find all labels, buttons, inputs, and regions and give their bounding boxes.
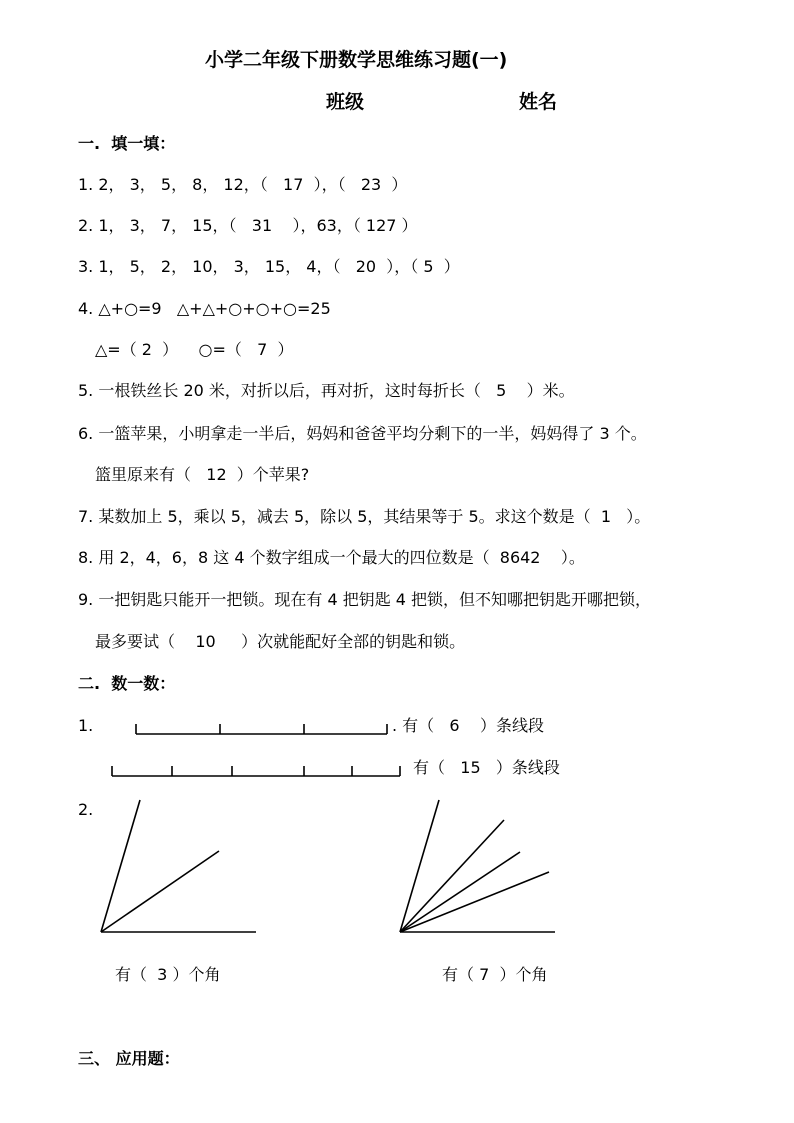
angle-1-answer: 有（ 3 ）个角	[115, 965, 221, 984]
question-8: 8. 用 2，4，6，8 这 4 个数字组成一个最大的四位数是（ 8642 ）。	[78, 548, 585, 567]
question-9-line1: 9. 一把钥匙只能开一把锁。现在有 4 把钥匙 4 把锁，但不知哪把钥匙开哪把锁，	[78, 590, 652, 609]
question-5: 5. 一根铁丝长 20 米，对折以后，再对折，这时每折长（ 5 ）米。	[78, 381, 575, 400]
question-6-line1: 6. 一篮苹果，小明拿走一半后，妈妈和爸爸平均分剩下的一半，妈妈得了 3 个。	[78, 424, 647, 443]
section3-heading: 三、 应用题：	[78, 1049, 180, 1068]
angle-2-answer: 有（ 7 ）个角	[442, 965, 548, 984]
segment-figure-1	[136, 724, 387, 734]
name-label: 姓名	[519, 91, 558, 113]
angle-figure-1	[101, 800, 256, 932]
angle-figure-2	[400, 800, 555, 932]
segment-figure-2	[112, 766, 400, 776]
item-2-number: 2.	[78, 800, 94, 819]
section1-heading: 一. 填一填：	[78, 134, 176, 153]
segment-1-answer: . 有（ 6 ）条线段	[392, 716, 544, 735]
question-3: 3. 1， 5， 2， 10， 3， 15， 4，（ 20 ），（ 5 ）	[78, 257, 460, 276]
question-1: 1. 2， 3， 5， 8， 12，（ 17 ），（ 23 ）	[78, 175, 408, 194]
section2-heading: 二. 数一数：	[78, 674, 176, 693]
question-6-line2: 篮里原来有（ 12 ）个苹果?	[95, 465, 310, 484]
question-2: 2. 1， 3， 7， 15，（ 31 ），63，（ 127 ）	[78, 216, 418, 235]
class-label: 班级	[326, 91, 365, 113]
page-title: 小学二年级下册数学思维练习题(一)	[205, 49, 508, 71]
segment-2-answer: 有（ 15 ）条线段	[413, 758, 560, 777]
question-4-line1: 4. △+○=9 △+△+○+○+○=25	[78, 299, 331, 318]
question-9-line2: 最多要试（ 10 ）次就能配好全部的钥匙和锁。	[95, 632, 466, 651]
question-4-line2: △=（ 2 ） ○=（ 7 ）	[95, 340, 294, 359]
item-1-number: 1.	[78, 716, 94, 735]
question-7: 7. 某数加上 5，乘以 5，减去 5，除以 5，其结果等于 5。求这个数是（ 1 ）。	[78, 507, 651, 526]
